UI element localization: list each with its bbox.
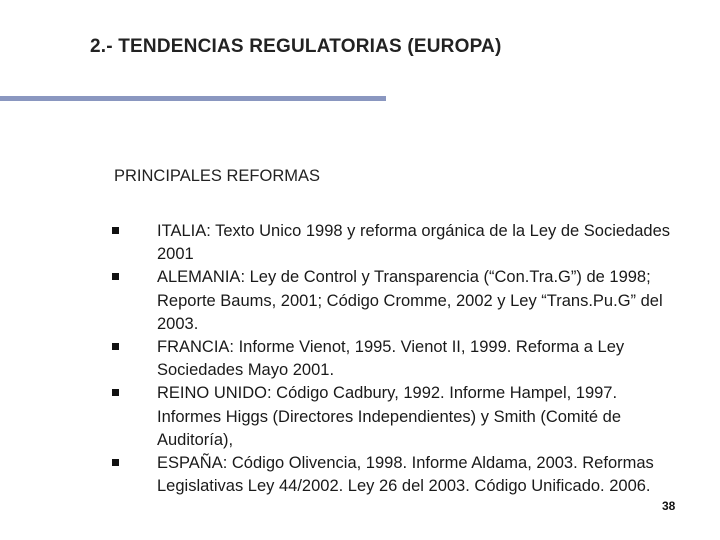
reform-list [112,220,672,498]
page-number: 38 [662,499,676,513]
list-item-text: REINO UNIDO: Código Cadbury, 1992. Informe Hampel, 1997. Informes Higgs (Directores Independientes) y Smith (Comité de Auditoría), [157,384,622,449]
square-bullet-icon [112,227,119,234]
list-item [112,336,672,382]
section-heading: PRINCIPALES REFORMAS [114,167,320,185]
square-bullet-icon [112,273,119,280]
list-item-text: FRANCIA: Informe Vienot, 1995. Vienot II, 1999. Reforma a Ley Sociedades Mayo 2001. [157,338,625,380]
list-item-text: ALEMANIA: Ley de Control y Transparencia (“Con.Tra.G”) de 1998; Reporte Baums, 2001; Código Cromme, 2002 y Ley “Trans.Pu.G” del 2003. [157,268,663,333]
list-item-text: ESPAÑA: Código Olivencia, 1998. Informe Aldama, 2003. Reformas Legislativas Ley 44/2002. Ley 26 del 2003. Código Unificado. 2006. [157,454,654,496]
slide-title: 2.- TENDENCIAS REGULATORIAS (EUROPA) [90,36,502,57]
square-bullet-icon [112,459,119,466]
square-bullet-icon [112,343,119,350]
title-underline-bar [0,96,386,101]
list-item-text: ITALIA: Texto Unico 1998 y reforma orgánica de la Ley de Sociedades 2001 [157,222,671,264]
list-item [112,220,672,266]
list-item [112,266,672,336]
list-item [112,452,672,498]
square-bullet-icon [112,389,119,396]
list-item [112,382,672,452]
